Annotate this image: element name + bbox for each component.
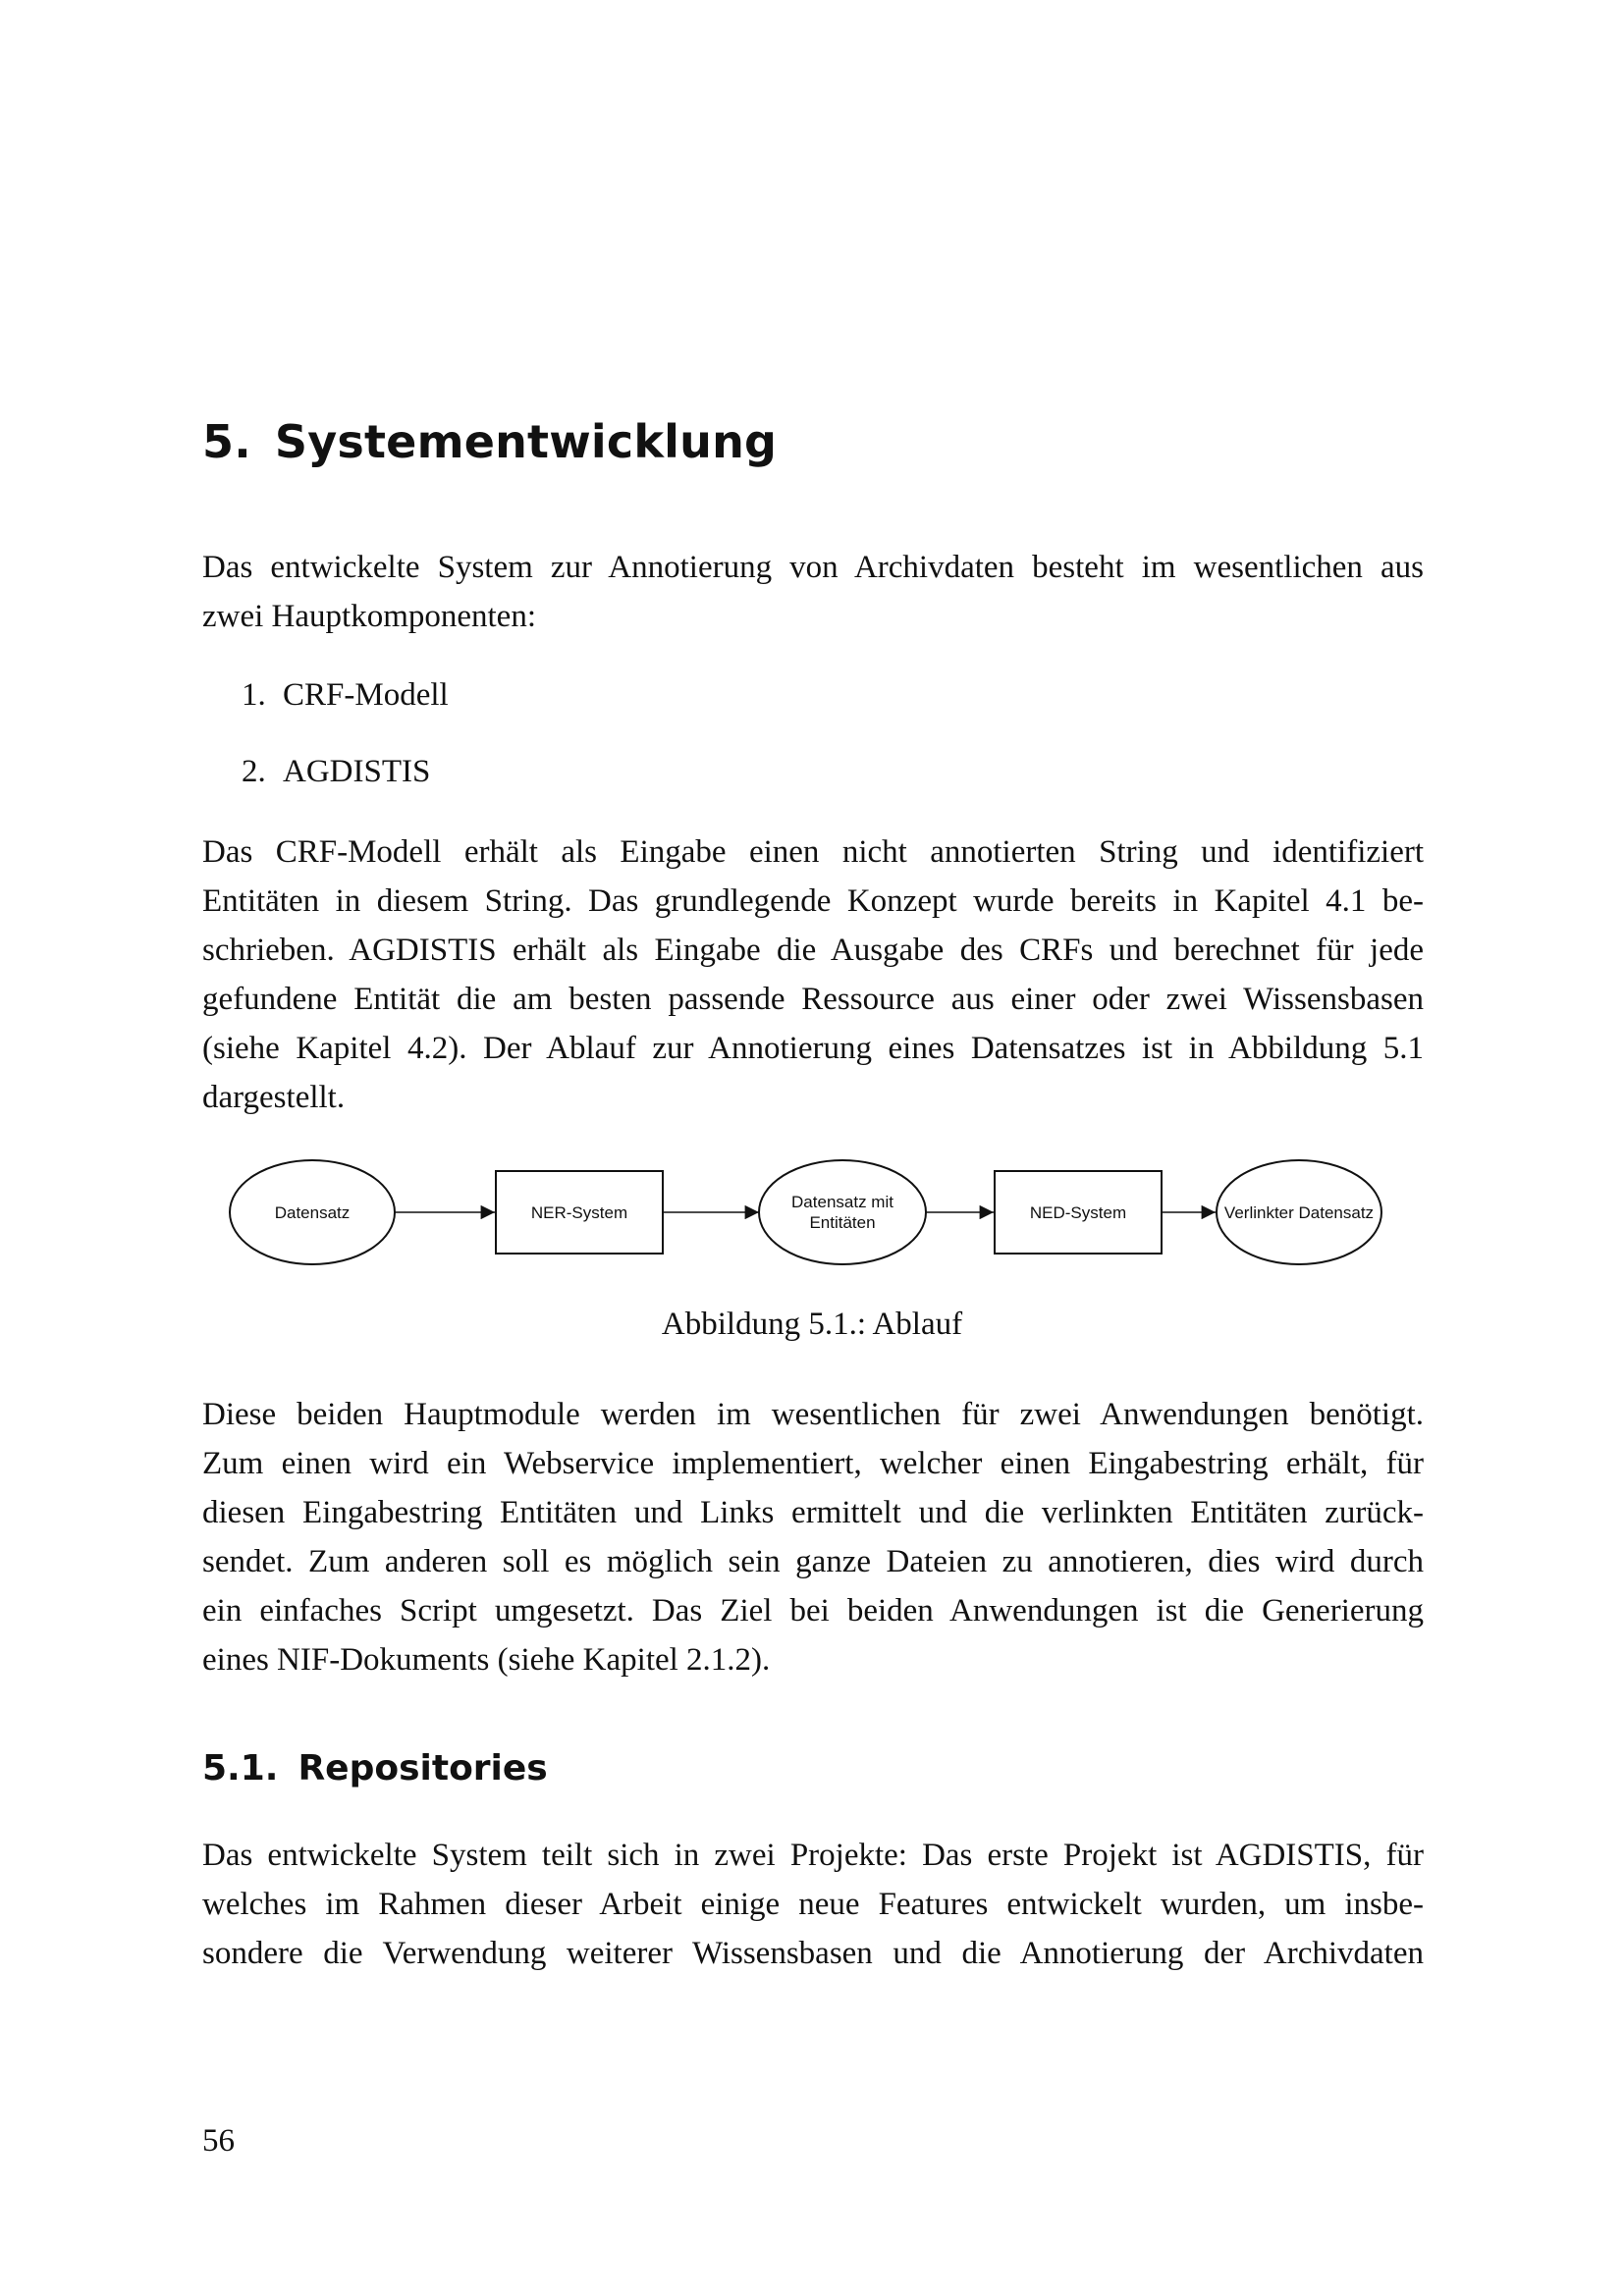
concept-line: gefundene Entität die am besten passende Ressource aus einer oder zwei Wissensbasen bbox=[202, 982, 1424, 1017]
node-label: Entitäten bbox=[809, 1213, 876, 1232]
intro-line: Das entwickelte System zur Annotierung von Archivdaten besteht im wesentlichen aus bbox=[202, 550, 1424, 585]
list-marker: 2. bbox=[242, 754, 266, 789]
repositories-line: Das entwickelte System teilt sich in zwei Projekte: Das erste Projekt ist AGDISTIS, für bbox=[202, 1838, 1424, 1873]
repositories-line: welches im Rahmen dieser Arbeit einige neue Features entwickelt wurden, um insbe- bbox=[202, 1887, 1424, 1922]
node-label: Datensatz bbox=[274, 1203, 351, 1222]
concept-line: dargestellt. bbox=[202, 1080, 346, 1115]
list-item-label: CRF-Modell bbox=[283, 677, 449, 713]
node-label: Datensatz mit bbox=[791, 1193, 893, 1211]
intro-paragraph bbox=[202, 543, 1424, 641]
applications-line: eines NIF-Dokuments (siehe Kapitel 2.1.2). bbox=[202, 1642, 771, 1678]
applications-line: diesen Eingabestring Entitäten und Links ermittelt und die verlinkten Entitäten zurück- bbox=[202, 1495, 1424, 1530]
applications-line: sendet. Zum anderen soll es möglich sein ganze Dateien zu annotieren, dies wird durch bbox=[202, 1544, 1424, 1579]
repositories-paragraph bbox=[202, 1831, 1424, 1978]
chapter-number: 5. bbox=[202, 415, 251, 468]
concept-line: (siehe Kapitel 4.2). Der Ablauf zur Annotierung eines Datensatzes ist in Abbildung 5.1 bbox=[202, 1031, 1424, 1066]
applications-line: ein einfaches Script umgesetzt. Das Ziel bei beiden Anwendungen ist die Generierung bbox=[202, 1593, 1424, 1629]
page-number: 56 bbox=[202, 2123, 235, 2159]
node-label: Verlinkter Datensatz bbox=[1223, 1203, 1375, 1222]
node-label: NED-System bbox=[1029, 1203, 1127, 1222]
list-marker: 1. bbox=[242, 677, 266, 713]
list-item-label: AGDISTIS bbox=[283, 754, 431, 789]
node-label: NER-System bbox=[530, 1203, 628, 1222]
concept-line: schrieben. AGDISTIS erhält als Eingabe die Ausgabe des CRFs und berechnet für jede bbox=[202, 933, 1424, 968]
applications-line: Diese beiden Hauptmodule werden im wesentlichen für zwei Anwendungen benötigt. bbox=[202, 1397, 1424, 1432]
process-flow-diagram bbox=[222, 1156, 1400, 1274]
section-number: 5.1. bbox=[202, 1748, 279, 1789]
chapter-title bbox=[202, 412, 777, 471]
applications-line: Zum einen wird ein Webservice implementiert, welcher einen Eingabestring erhält, für bbox=[202, 1446, 1424, 1481]
intro-line: zwei Hauptkomponenten: bbox=[202, 599, 536, 634]
node-datensatz-mit-entitaeten bbox=[759, 1160, 926, 1264]
components-list bbox=[242, 670, 449, 796]
applications-paragraph bbox=[202, 1390, 1424, 1684]
concept-paragraph bbox=[202, 828, 1424, 1122]
list-item bbox=[242, 747, 449, 796]
figure-caption: Abbildung 5.1.: Ablauf bbox=[661, 1307, 963, 1342]
concept-line: Das CRF-Modell erhält als Eingabe einen nicht annotierten String und identifiziert bbox=[202, 834, 1424, 870]
list-item bbox=[242, 670, 449, 720]
chapter-title-text: Systementwicklung bbox=[274, 415, 778, 468]
section-title bbox=[202, 1747, 548, 1790]
repositories-line: sondere die Verwendung weiterer Wissensbasen und die Annotierung der Archivdaten bbox=[202, 1936, 1424, 1971]
section-title-text: Repositories bbox=[298, 1748, 548, 1789]
concept-line: Entitäten in diesem String. Das grundlegende Konzept wurde bereits in Kapitel 4.1 be- bbox=[202, 883, 1424, 919]
